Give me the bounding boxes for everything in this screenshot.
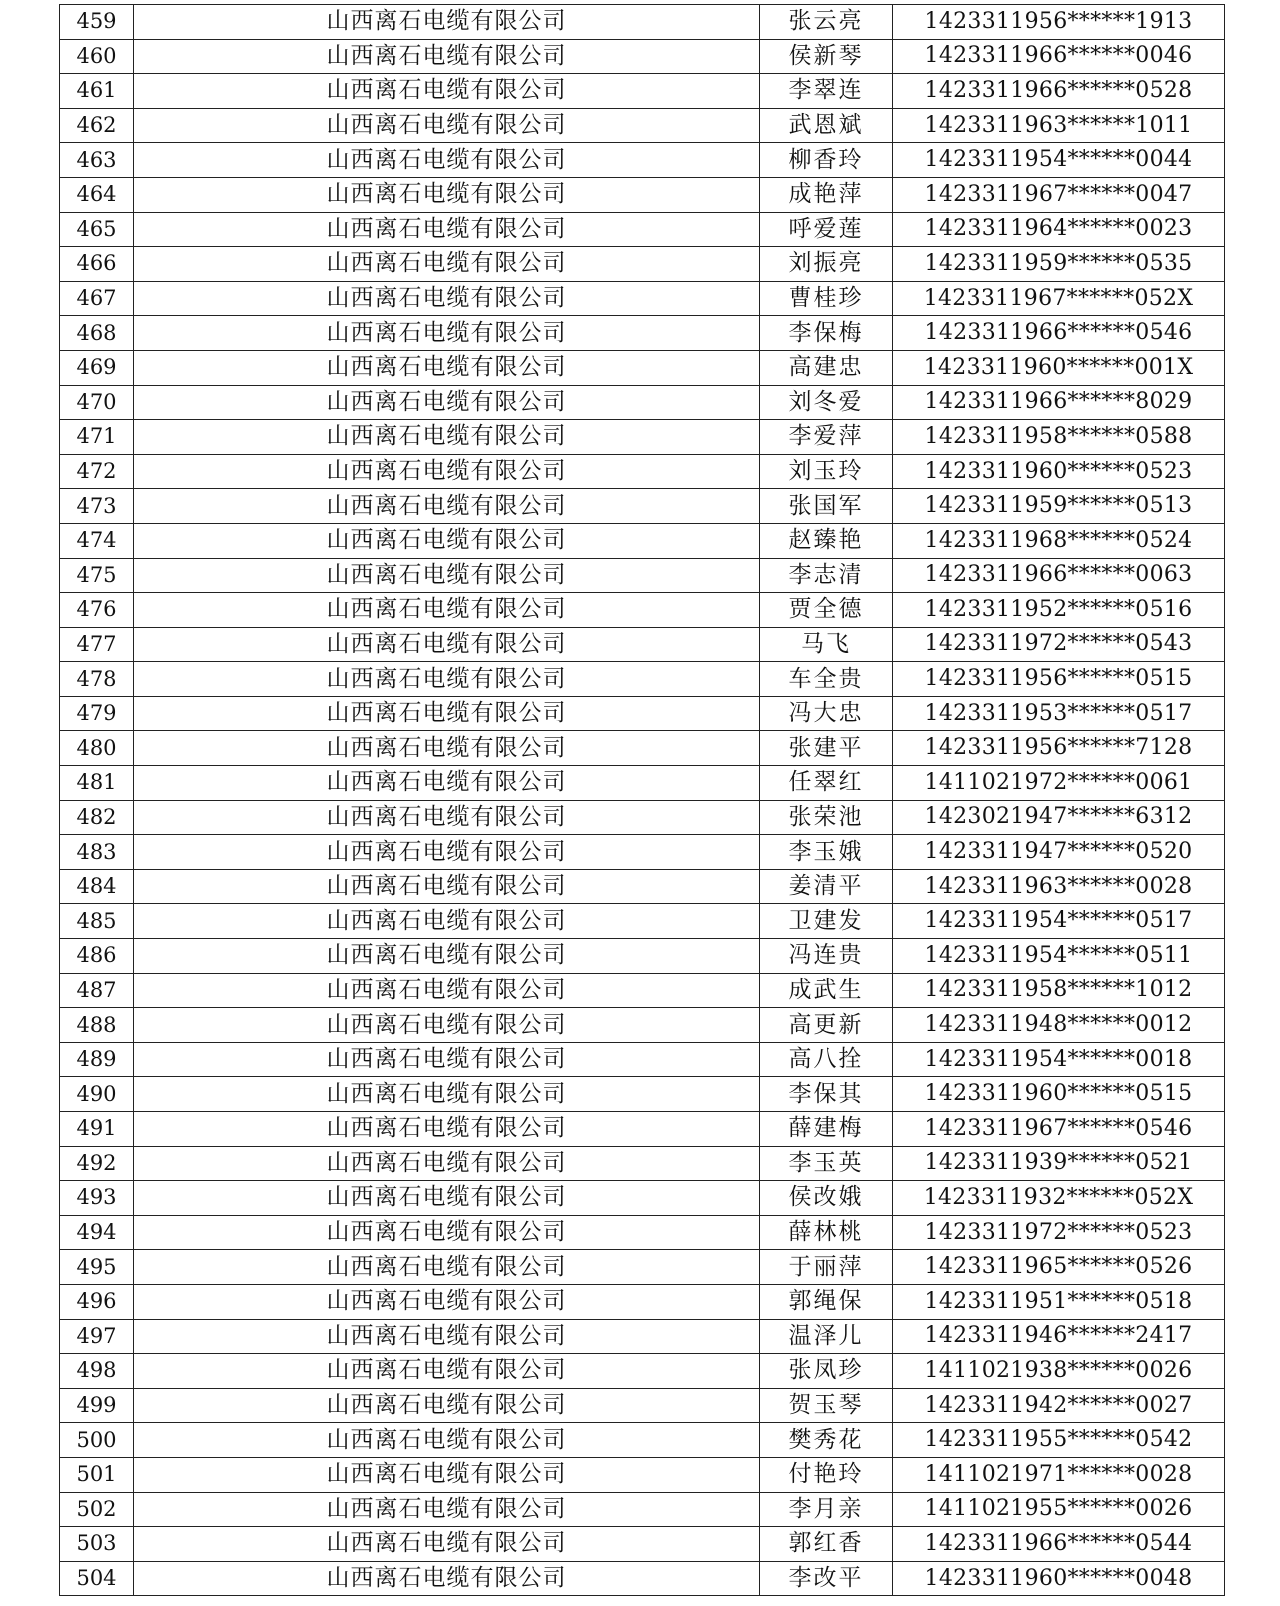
company-cell: 山西离石电缆有限公司 <box>134 800 760 835</box>
company-cell: 山西离石电缆有限公司 <box>134 1319 760 1354</box>
row-number-cell: 488 <box>60 1008 134 1043</box>
person-name-cell: 张建平 <box>760 731 893 766</box>
person-name-cell: 贺玉琴 <box>760 1388 893 1423</box>
table-row <box>60 731 1225 766</box>
table-row <box>60 454 1225 489</box>
person-name-cell: 郭绳保 <box>760 1284 893 1319</box>
row-number-cell: 475 <box>60 558 134 593</box>
row-number-cell: 473 <box>60 489 134 524</box>
row-number-cell: 465 <box>60 212 134 247</box>
row-number-cell: 460 <box>60 39 134 74</box>
person-name-cell: 高八拴 <box>760 1042 893 1077</box>
company-cell: 山西离石电缆有限公司 <box>134 212 760 247</box>
id-number-cell: 1423311952******0516 <box>893 593 1225 628</box>
id-number-cell: 1423311960******0515 <box>893 1077 1225 1112</box>
id-number-cell: 1423311951******0518 <box>893 1284 1225 1319</box>
company-cell: 山西离石电缆有限公司 <box>134 420 760 455</box>
company-cell: 山西离石电缆有限公司 <box>134 939 760 974</box>
table-row <box>60 5 1225 40</box>
id-number-cell: 1423311954******0511 <box>893 939 1225 974</box>
id-number-cell: 1423311967******052X <box>893 281 1225 316</box>
id-number-cell: 1423311972******0523 <box>893 1215 1225 1250</box>
table-row <box>60 1492 1225 1527</box>
row-number-cell: 490 <box>60 1077 134 1112</box>
table-row <box>60 523 1225 558</box>
row-number-cell: 492 <box>60 1146 134 1181</box>
document-page <box>59 4 1224 1596</box>
table-row <box>60 1423 1225 1458</box>
row-number-cell: 489 <box>60 1042 134 1077</box>
person-name-cell: 李月亲 <box>760 1492 893 1527</box>
company-cell: 山西离石电缆有限公司 <box>134 1215 760 1250</box>
table-row <box>60 1181 1225 1216</box>
person-name-cell: 呼爱莲 <box>760 212 893 247</box>
company-cell: 山西离石电缆有限公司 <box>134 316 760 351</box>
company-cell: 山西离石电缆有限公司 <box>134 1284 760 1319</box>
person-name-cell: 张凤珍 <box>760 1354 893 1389</box>
table-row <box>60 281 1225 316</box>
id-number-cell: 1423311972******0543 <box>893 627 1225 662</box>
roster-table <box>59 4 1225 1596</box>
row-number-cell: 479 <box>60 696 134 731</box>
row-number-cell: 482 <box>60 800 134 835</box>
table-row <box>60 939 1225 974</box>
id-number-cell: 1423021947******6312 <box>893 800 1225 835</box>
id-number-cell: 1423311947******0520 <box>893 835 1225 870</box>
row-number-cell: 496 <box>60 1284 134 1319</box>
id-number-cell: 1423311963******0028 <box>893 869 1225 904</box>
id-number-cell: 1423311960******0523 <box>893 454 1225 489</box>
row-number-cell: 504 <box>60 1561 134 1596</box>
company-cell: 山西离石电缆有限公司 <box>134 1423 760 1458</box>
id-number-cell: 1423311964******0023 <box>893 212 1225 247</box>
company-cell: 山西离石电缆有限公司 <box>134 1250 760 1285</box>
row-number-cell: 463 <box>60 143 134 178</box>
person-name-cell: 武恩斌 <box>760 108 893 143</box>
company-cell: 山西离石电缆有限公司 <box>134 1492 760 1527</box>
row-number-cell: 502 <box>60 1492 134 1527</box>
person-name-cell: 付艳玲 <box>760 1457 893 1492</box>
id-number-cell: 1423311948******0012 <box>893 1008 1225 1043</box>
person-name-cell: 高更新 <box>760 1008 893 1043</box>
row-number-cell: 476 <box>60 593 134 628</box>
table-row <box>60 316 1225 351</box>
row-number-cell: 487 <box>60 973 134 1008</box>
row-number-cell: 481 <box>60 766 134 801</box>
table-row <box>60 1215 1225 1250</box>
row-number-cell: 501 <box>60 1457 134 1492</box>
company-cell: 山西离石电缆有限公司 <box>134 731 760 766</box>
id-number-cell: 1411021971******0028 <box>893 1457 1225 1492</box>
company-cell: 山西离石电缆有限公司 <box>134 5 760 40</box>
person-name-cell: 侯改娥 <box>760 1181 893 1216</box>
row-number-cell: 484 <box>60 869 134 904</box>
id-number-cell: 1423311954******0517 <box>893 904 1225 939</box>
table-row <box>60 108 1225 143</box>
table-row <box>60 869 1225 904</box>
company-cell: 山西离石电缆有限公司 <box>134 454 760 489</box>
row-number-cell: 483 <box>60 835 134 870</box>
company-cell: 山西离石电缆有限公司 <box>134 247 760 282</box>
person-name-cell: 温泽儿 <box>760 1319 893 1354</box>
id-number-cell: 1423311956******1913 <box>893 5 1225 40</box>
id-number-cell: 1423311932******052X <box>893 1181 1225 1216</box>
person-name-cell: 卫建发 <box>760 904 893 939</box>
company-cell: 山西离石电缆有限公司 <box>134 558 760 593</box>
id-number-cell: 1423311966******8029 <box>893 385 1225 420</box>
company-cell: 山西离石电缆有限公司 <box>134 281 760 316</box>
table-row <box>60 1388 1225 1423</box>
person-name-cell: 李保其 <box>760 1077 893 1112</box>
company-cell: 山西离石电缆有限公司 <box>134 1042 760 1077</box>
person-name-cell: 姜清平 <box>760 869 893 904</box>
row-number-cell: 470 <box>60 385 134 420</box>
table-row <box>60 1146 1225 1181</box>
row-number-cell: 468 <box>60 316 134 351</box>
table-row <box>60 385 1225 420</box>
table-row <box>60 247 1225 282</box>
person-name-cell: 刘振亮 <box>760 247 893 282</box>
person-name-cell: 张荣池 <box>760 800 893 835</box>
id-number-cell: 1423311966******0546 <box>893 316 1225 351</box>
id-number-cell: 1423311968******0524 <box>893 523 1225 558</box>
table-row <box>60 39 1225 74</box>
company-cell: 山西离石电缆有限公司 <box>134 662 760 697</box>
table-row <box>60 1561 1225 1596</box>
person-name-cell: 刘玉玲 <box>760 454 893 489</box>
id-number-cell: 1423311956******0515 <box>893 662 1225 697</box>
row-number-cell: 498 <box>60 1354 134 1389</box>
company-cell: 山西离石电缆有限公司 <box>134 1388 760 1423</box>
person-name-cell: 马飞 <box>760 627 893 662</box>
table-row <box>60 74 1225 109</box>
table-row <box>60 1112 1225 1147</box>
id-number-cell: 1423311959******0535 <box>893 247 1225 282</box>
table-row <box>60 1250 1225 1285</box>
person-name-cell: 成武生 <box>760 973 893 1008</box>
person-name-cell: 贾全德 <box>760 593 893 628</box>
person-name-cell: 赵臻艳 <box>760 523 893 558</box>
table-row <box>60 558 1225 593</box>
id-number-cell: 1423311967******0047 <box>893 177 1225 212</box>
row-number-cell: 462 <box>60 108 134 143</box>
id-number-cell: 1423311959******0513 <box>893 489 1225 524</box>
company-cell: 山西离石电缆有限公司 <box>134 973 760 1008</box>
id-number-cell: 1423311963******1011 <box>893 108 1225 143</box>
row-number-cell: 477 <box>60 627 134 662</box>
person-name-cell: 薛林桃 <box>760 1215 893 1250</box>
row-number-cell: 464 <box>60 177 134 212</box>
person-name-cell: 成艳萍 <box>760 177 893 212</box>
id-number-cell: 1423311960******0048 <box>893 1561 1225 1596</box>
company-cell: 山西离石电缆有限公司 <box>134 1077 760 1112</box>
table-row <box>60 1077 1225 1112</box>
row-number-cell: 471 <box>60 420 134 455</box>
row-number-cell: 461 <box>60 74 134 109</box>
row-number-cell: 493 <box>60 1181 134 1216</box>
company-cell: 山西离石电缆有限公司 <box>134 869 760 904</box>
row-number-cell: 459 <box>60 5 134 40</box>
company-cell: 山西离石电缆有限公司 <box>134 108 760 143</box>
person-name-cell: 李志清 <box>760 558 893 593</box>
id-number-cell: 1423311966******0046 <box>893 39 1225 74</box>
table-row <box>60 696 1225 731</box>
id-number-cell: 1423311960******001X <box>893 350 1225 385</box>
table-row <box>60 1527 1225 1562</box>
person-name-cell: 张云亮 <box>760 5 893 40</box>
table-row <box>60 766 1225 801</box>
row-number-cell: 466 <box>60 247 134 282</box>
company-cell: 山西离石电缆有限公司 <box>134 143 760 178</box>
table-row <box>60 489 1225 524</box>
table-row <box>60 835 1225 870</box>
row-number-cell: 503 <box>60 1527 134 1562</box>
person-name-cell: 车全贵 <box>760 662 893 697</box>
row-number-cell: 472 <box>60 454 134 489</box>
id-number-cell: 1411021938******0026 <box>893 1354 1225 1389</box>
id-number-cell: 1423311942******0027 <box>893 1388 1225 1423</box>
company-cell: 山西离石电缆有限公司 <box>134 1181 760 1216</box>
company-cell: 山西离石电缆有限公司 <box>134 1354 760 1389</box>
table-row <box>60 973 1225 1008</box>
person-name-cell: 薛建梅 <box>760 1112 893 1147</box>
table-row <box>60 1457 1225 1492</box>
company-cell: 山西离石电缆有限公司 <box>134 1008 760 1043</box>
company-cell: 山西离石电缆有限公司 <box>134 350 760 385</box>
person-name-cell: 刘冬爱 <box>760 385 893 420</box>
table-row <box>60 627 1225 662</box>
row-number-cell: 478 <box>60 662 134 697</box>
person-name-cell: 任翠红 <box>760 766 893 801</box>
person-name-cell: 曹桂珍 <box>760 281 893 316</box>
table-row <box>60 800 1225 835</box>
company-cell: 山西离石电缆有限公司 <box>134 489 760 524</box>
id-number-cell: 1423311939******0521 <box>893 1146 1225 1181</box>
id-number-cell: 1423311967******0546 <box>893 1112 1225 1147</box>
company-cell: 山西离石电缆有限公司 <box>134 39 760 74</box>
company-cell: 山西离石电缆有限公司 <box>134 1457 760 1492</box>
person-name-cell: 樊秀花 <box>760 1423 893 1458</box>
company-cell: 山西离石电缆有限公司 <box>134 696 760 731</box>
person-name-cell: 李改平 <box>760 1561 893 1596</box>
row-number-cell: 491 <box>60 1112 134 1147</box>
company-cell: 山西离石电缆有限公司 <box>134 1146 760 1181</box>
person-name-cell: 高建忠 <box>760 350 893 385</box>
company-cell: 山西离石电缆有限公司 <box>134 835 760 870</box>
person-name-cell: 张国军 <box>760 489 893 524</box>
roster-table-body <box>60 5 1225 1596</box>
company-cell: 山西离石电缆有限公司 <box>134 593 760 628</box>
id-number-cell: 1423311958******0588 <box>893 420 1225 455</box>
row-number-cell: 474 <box>60 523 134 558</box>
row-number-cell: 499 <box>60 1388 134 1423</box>
company-cell: 山西离石电缆有限公司 <box>134 177 760 212</box>
table-row <box>60 904 1225 939</box>
id-number-cell: 1411021955******0026 <box>893 1492 1225 1527</box>
id-number-cell: 1423311966******0063 <box>893 558 1225 593</box>
company-cell: 山西离石电缆有限公司 <box>134 627 760 662</box>
id-number-cell: 1423311953******0517 <box>893 696 1225 731</box>
person-name-cell: 柳香玲 <box>760 143 893 178</box>
company-cell: 山西离石电缆有限公司 <box>134 74 760 109</box>
id-number-cell: 1423311954******0044 <box>893 143 1225 178</box>
id-number-cell: 1423311946******2417 <box>893 1319 1225 1354</box>
table-row <box>60 177 1225 212</box>
company-cell: 山西离石电缆有限公司 <box>134 1112 760 1147</box>
person-name-cell: 李玉娥 <box>760 835 893 870</box>
table-row <box>60 1042 1225 1077</box>
id-number-cell: 1423311966******0528 <box>893 74 1225 109</box>
row-number-cell: 500 <box>60 1423 134 1458</box>
id-number-cell: 1423311966******0544 <box>893 1527 1225 1562</box>
person-name-cell: 郭红香 <box>760 1527 893 1562</box>
table-row <box>60 1008 1225 1043</box>
company-cell: 山西离石电缆有限公司 <box>134 1527 760 1562</box>
table-row <box>60 212 1225 247</box>
row-number-cell: 486 <box>60 939 134 974</box>
row-number-cell: 480 <box>60 731 134 766</box>
person-name-cell: 侯新琴 <box>760 39 893 74</box>
table-row <box>60 1284 1225 1319</box>
company-cell: 山西离石电缆有限公司 <box>134 1561 760 1596</box>
id-number-cell: 1411021972******0061 <box>893 766 1225 801</box>
person-name-cell: 冯连贵 <box>760 939 893 974</box>
id-number-cell: 1423311955******0542 <box>893 1423 1225 1458</box>
row-number-cell: 485 <box>60 904 134 939</box>
row-number-cell: 467 <box>60 281 134 316</box>
table-row <box>60 143 1225 178</box>
id-number-cell: 1423311956******7128 <box>893 731 1225 766</box>
row-number-cell: 495 <box>60 1250 134 1285</box>
company-cell: 山西离石电缆有限公司 <box>134 385 760 420</box>
id-number-cell: 1423311965******0526 <box>893 1250 1225 1285</box>
person-name-cell: 于丽萍 <box>760 1250 893 1285</box>
table-row <box>60 350 1225 385</box>
company-cell: 山西离石电缆有限公司 <box>134 523 760 558</box>
person-name-cell: 李玉英 <box>760 1146 893 1181</box>
table-row <box>60 1319 1225 1354</box>
table-row <box>60 593 1225 628</box>
person-name-cell: 李保梅 <box>760 316 893 351</box>
row-number-cell: 497 <box>60 1319 134 1354</box>
table-row <box>60 420 1225 455</box>
id-number-cell: 1423311958******1012 <box>893 973 1225 1008</box>
row-number-cell: 469 <box>60 350 134 385</box>
company-cell: 山西离石电缆有限公司 <box>134 766 760 801</box>
table-row <box>60 1354 1225 1389</box>
row-number-cell: 494 <box>60 1215 134 1250</box>
table-row <box>60 662 1225 697</box>
id-number-cell: 1423311954******0018 <box>893 1042 1225 1077</box>
person-name-cell: 冯大忠 <box>760 696 893 731</box>
person-name-cell: 李翠连 <box>760 74 893 109</box>
company-cell: 山西离石电缆有限公司 <box>134 904 760 939</box>
person-name-cell: 李爱萍 <box>760 420 893 455</box>
